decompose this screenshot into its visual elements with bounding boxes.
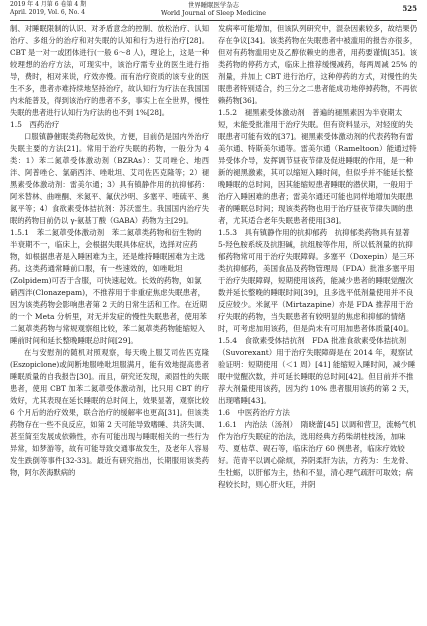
issue-info-cn: 2019 年 4 月第 6 卷第 4 期: [10, 1, 87, 8]
section-heading: 1.5 西药治疗: [10, 120, 60, 129]
body-paragraph: 制、对睡眠限制的认识、对矛盾意念的控制、放松治疗、认知治疗、多组分的治疗和对失眠的认知和行为进行治疗[28]。CBT 是一对一或团体进行(一般 6～8 人)，理论上，这是一种较理想的治疗方法，可现实中，该治疗需专业的医生进行指导，费时，相对来说，疗效亦慢。而有治疗资质的该专业的医生不多，患者亦难持续地坚持治疗，故认知行为疗法在我国国内未能普及，得到该治疗的患者不多，事实上在全世界，慢性失眠的患者进行认知行为疗法的也不到 1%[28]。: [10, 24, 209, 117]
left-text-column: [10, 23, 209, 623]
journal-title: [10, 1, 417, 17]
journal-title-en: World Journal of Sleep Medicine: [160, 9, 267, 17]
section-heading: 1.5.3 具有镇静作用的抗抑郁药 抗抑郁类药物具有显著 5-羟色胺系统及抗胆碱，抗组胺等作用，所以低剂量的抗抑郁药物常可用于治疗失眠障碍。多塞平（Doxepin）是三环类抗抑郁药，美国食品及药物管理局（FDA）批准多塞平用于治疗失眠障碍，短期使用该药，能减少患者的睡眠觉醒次数并延长整晚的睡眠时间[39]，且多选平低剂量使用并不良反应较少。米氮平（Mirtazapine）亦是 FDA 推荐用于治疗失眠的药物，当失眠患者有较明显的焦虑和抑郁的情绪时，可考虑加用该药，但是尚未有可用加患者体质量[40]。: [218, 228, 415, 333]
issue-info-en: April. 2019, Vol. 6, No. 4: [10, 9, 85, 16]
right-text-column: [218, 23, 417, 623]
section-heading: 1.6 中医药治疗方法: [218, 408, 290, 417]
body-paragraph: 发病率可能增加，但该队列研究中，混杂因素较多，故结果仍存在争议[34]。该类药物在失眠患者中被滥用的报告亦很多，但对有药物滥用史及乙醇依赖史的患者，用药要谨慎[35]。该类药物的停药方式，临床上推荐缓慢减药，每两周减 25% 的剂量，并加上 CBT 进行治疗，这种停药的方式，对慢性的失眠患者特别适合，约三分之二患者能成功地停掉药物，不再依赖药物[36]。: [218, 24, 417, 105]
section-heading: 1.5.2 褪黑素受体激动剂 普遍的褪黑素因为半衰期太短，未能受批准用于治疗失眠。但有资料显示，对轻度的失眠患者可能有效的[37]。褪黑素受体激动剂的代表药物有雷美尔通、特斯美尔通等。雷美尔通（Rameltoon）能通过特异受体介导，发挥调节昼夜节律及促进睡眠的作用，是一种新的褪黑激素，其可以缩短入睡时间，但似乎并不能延长整晚睡眠的总时间，因其能缩短患者睡眠的潜伏期，一般用于治疗入睡困难的患者；雷美尔通还可能也同样地增加失眠患者的睡眠总时间；现该类药物也用于治疗昼夜节律失调的患者，尤其适合老年失眠患者使用[38]。: [218, 108, 417, 225]
journal-title-cn: 世界睡眠医学杂志: [187, 1, 240, 9]
running-header: [10, 0, 417, 21]
body-paragraph: 口服镇静催眠类药物起效快，方便，目前仍是国内外治疗失眠主要的方法[21]。常用于治疗失眠的药物，一般分为 4 类：1）苯二氮䓬受体激动剂（BZRAs）：艾司唑仑、地西泮、阿普唑仑、氯硝西泮、唑吡坦、艾司佐匹克隆等；2）褪黑素受体激动剂：雷美尔通；3）具有镇静作用的抗抑郁药：阿米替林、曲唑酮、米氮平、氟伏沙明、多塞平、喹硫平、奥氮平等；4）食欲素受体拮抗剂：苏沃雷生。我国国内治疗失眠的药物目前仍以 γ-氨基丁酸（GABA）药物为主[29]。: [10, 132, 209, 225]
section-heading: 1.5.4 食欲素受体拮抗剂 FDA 批准食欲素受体拮抗剂（Suvorexant）用于治疗失眠障碍是在 2014 年，观察试验证明：短期使用（＜1 周）[41] 能缩短入睡时间，减少睡眠中觉醒次数，并可延长睡眠的总时间[42]。但目前并不推荐大剂量使用该药，因为约 10% 患者服用该药的第 2 天，出现嗜睡[43]。: [218, 336, 416, 405]
section-heading: 1.6.1 内治法（汤剂） 隋晓蕾[45] 以调和营卫，流畅气机作为治疗失眠症的治法，选用经典方药柴胡桂枝汤，加味芍、夏枯草、砚石等，临床治疗 60 例患者，临床疗效较好。范青平以调心除烦，养阴柔肝为法，方药为：生龙骨、生牡蛎，以肝郁为主，热和不显，清心理气疏肝可取效；病程较长时，则心肝火旺，并阴: [218, 420, 417, 489]
section-heading: 1.5.1 苯二氮䓬受体激动剂 苯二氮䓬类药物和衍生物的半衰期不一，临床上，会根据失眠具体症状，选择对应药物，如根据患者是入睡困难为主，还是维持睡眠困难为主选药。这类药通常睡前口服，有一些速效的，如唑吡坦(Zolpidem)可否于含服，可快速起效。长效的药物，如氯硝西泮(Clonazepam)，不推荐用于非重症焦虑失眠患者，因为该类药物会影响患者第 2 天的日常生活和工作。在近期的一个 Meta 分析里，对无并发症的慢性失眠患者，使用苯二氮䓬类药物与常规观察组比较，苯二氮䓬类药物能缩短入睡前时间和延长整晚睡眠总时间[29]。: [10, 228, 208, 345]
page-number: 525: [402, 4, 417, 13]
body-paragraph: 在与安慰剂的随机对照观察，每天晚上服艾司佐匹克隆(Eszopiclone)或间断地服唑吡坦服满月，能有效地提高患者睡眠质量的自我报告[30]。而且，研究还发现，顽固性的失眠患者，使用 CBT 加苯二氮䓬受体激动剂，比只用 CBT 的疗效好，尤其表现在延长睡眠的总时间上，效果显著，观察比较 6 个月后的治疗效果，联合治疗的缓解率也更高[31]。但该类药物存在一些不良反应，如第 2 天可能导致嗜睡、共济失调、甚至简至发展成依赖性，亦有可能出现与睡眠相关的一些行为异常，如梦游等，故有可能导致交通事故发生，及老年人容易发生跌倒等事件[32-33]。最近有研究指出，长期服用该类药物，阿尔茨海默病的: [10, 348, 209, 477]
